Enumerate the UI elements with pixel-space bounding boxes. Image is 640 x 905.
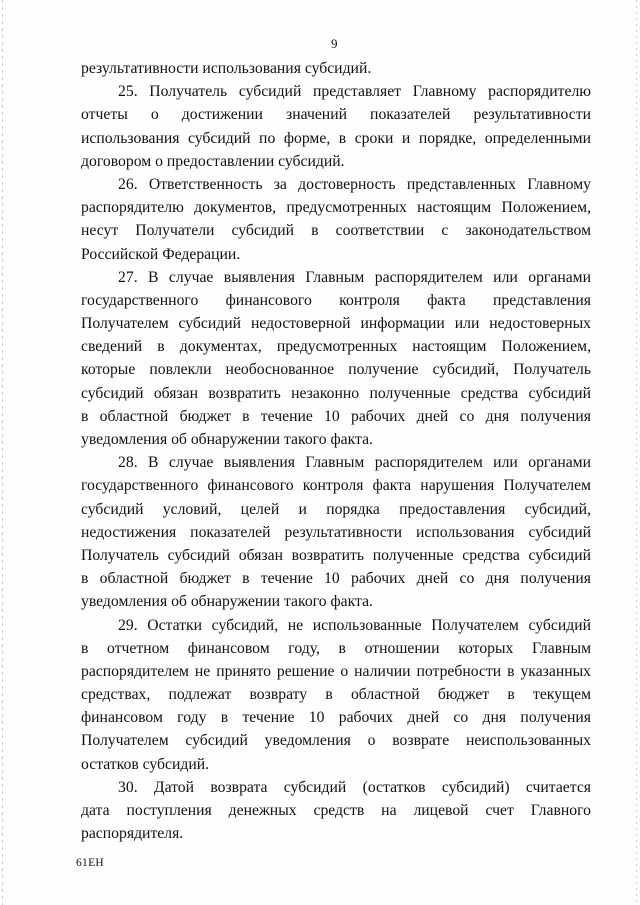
document-body: [81, 57, 591, 845]
text-line: 25. Получатель субсидий представляет Главному распорядителю: [118, 83, 591, 101]
text-line: государственного финансового контроля факта представления: [81, 291, 591, 309]
text-line: договором о предоставлении субсидий.: [81, 152, 345, 170]
text-line: субсидий обязан возвратить незаконно полученные средства субсидий: [81, 384, 591, 402]
text-line: Получателем субсидий уведомления о возврате неиспользованных: [81, 732, 591, 750]
text-line: распорядителя.: [81, 825, 184, 843]
text-line: которые повлекли необоснованное получение субсидий, Получатель: [81, 361, 591, 379]
text-line: в областной бюджет в течение 10 рабочих дней со дня получения: [81, 570, 591, 588]
text-line: финансовом году в течение 10 рабочих дней со дня получения: [81, 709, 591, 727]
text-line: в областной бюджет в течение 10 рабочих дней со дня получения: [81, 407, 591, 425]
page-number: 9: [331, 36, 338, 51]
text-line: государственного финансового контроля факта нарушения Получателем: [81, 477, 591, 495]
text-line: недостижения показателей результативности использования субсидий: [81, 523, 591, 541]
text-line: 27. В случае выявления Главным распорядителем или органами: [118, 268, 591, 286]
text-line: субсидий условий, целей и порядка предоставления субсидий,: [81, 500, 591, 518]
text-line: 30. Датой возврата субсидий (остатков субсидий) считается: [118, 778, 591, 796]
text-line: остатков субсидий.: [81, 755, 210, 773]
text-line: отчеты о достижении значений показателей результативности: [81, 106, 591, 124]
text-line: распорядителем не принято решение о наличии потребности в указанных: [81, 662, 591, 680]
text-line: сведений в документах, предусмотренных настоящим Положением,: [81, 338, 591, 356]
text-line: 28. В случае выявления Главным распорядителем или органами: [118, 454, 591, 472]
text-line: 26. Ответственность за достоверность представленных Главному: [118, 175, 591, 193]
text-line: уведомления об обнаружении такого факта.: [81, 431, 373, 448]
text-line: Получателем субсидий недостоверной информации или недостоверных: [81, 315, 591, 333]
text-line: несут Получатели субсидий в соответствии с законодательством: [81, 222, 591, 240]
scan-edge-left: [2, 0, 3, 905]
text-line: дата поступления денежных средств на лицевой счет Главного: [81, 802, 591, 819]
footer-code: 61EH: [76, 857, 105, 869]
text-line: 29. Остатки субсидий, не использованные Получателем субсидий: [118, 616, 591, 634]
scan-edge-right: [636, 0, 637, 905]
text-line: распорядителю документов, предусмотренных настоящим Положением,: [81, 199, 591, 217]
text-line: средствах, подлежат возврату в областной бюджет в текущем: [81, 686, 591, 704]
text-line: использования субсидий по форме, в сроки и порядке, определенными: [81, 129, 591, 147]
text-line: в отчетном финансовом году, в отношении которых Главным: [81, 639, 591, 657]
text-line: Получатель субсидий обязан возвратить полученные средства субсидий: [81, 546, 591, 564]
text-line: результативности использования субсидий.: [81, 60, 372, 77]
text-line: уведомления об обнаружении такого факта.: [81, 593, 373, 611]
text-line: Российской Федерации.: [81, 245, 241, 263]
